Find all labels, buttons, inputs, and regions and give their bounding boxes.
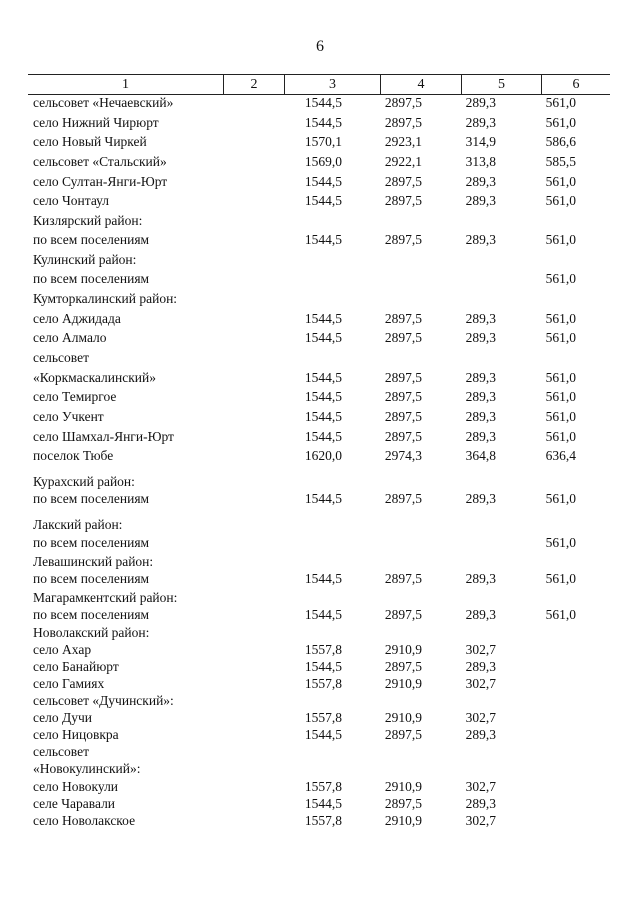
table-row (0, 606, 640, 624)
row-col-5: 289,3 (465, 389, 496, 404)
row-col-3: 1569,0 (304, 154, 342, 169)
row-col-5: 302,7 (465, 710, 496, 725)
row-col-3: 1544,5 (304, 727, 342, 742)
row-name: по всем поселениям (33, 232, 150, 247)
row-name: село Банайюрт (33, 659, 119, 674)
row-name: село Новокули (33, 779, 119, 794)
row-col-6: 561,0 (545, 174, 576, 189)
row-col-4: 2897,5 (384, 370, 422, 385)
row-col-4: 2910,9 (384, 813, 422, 828)
row-col-5: 289,3 (465, 330, 496, 345)
row-name: по всем поселениям (33, 271, 150, 286)
row-name: село Дучи (33, 710, 92, 725)
row-col-6: 561,0 (545, 311, 576, 326)
table-row (0, 709, 640, 727)
table-row (0, 624, 640, 642)
table-row (0, 173, 640, 191)
row-col-3: 1544,5 (304, 659, 342, 674)
table-row (0, 553, 640, 571)
row-col-5: 302,7 (465, 813, 496, 828)
row-col-3: 1544,5 (304, 389, 342, 404)
table-row (0, 349, 640, 367)
row-col-3: 1557,8 (304, 779, 342, 794)
row-col-6: 561,0 (545, 95, 576, 110)
header-col-3: 3 (329, 77, 336, 92)
row-col-5: 289,3 (465, 193, 496, 208)
row-col-4: 2974,3 (384, 448, 422, 463)
table-row (0, 388, 640, 406)
table-row (0, 231, 640, 249)
row-col-5: 364,8 (465, 448, 496, 463)
row-col-3: 1557,8 (304, 813, 342, 828)
row-col-4: 2897,5 (384, 330, 422, 345)
row-name: Магарамкентский район: (33, 590, 178, 605)
row-name: село Ницовкра (33, 727, 119, 742)
table-row (0, 490, 640, 508)
row-col-3: 1544,5 (304, 193, 342, 208)
row-col-4: 2923,1 (384, 134, 422, 149)
row-name: село Султан-Янги-Юрт (33, 174, 168, 189)
row-col-4: 2897,5 (384, 311, 422, 326)
row-name: село Новолакское (33, 813, 136, 828)
row-col-6: 561,0 (545, 370, 576, 385)
row-name: сельсовет «Дучинский»: (33, 693, 174, 708)
row-col-6: 561,0 (545, 429, 576, 444)
row-col-5: 289,3 (465, 115, 496, 130)
table-header (28, 74, 610, 95)
table-row (0, 778, 640, 796)
row-name: село Чонтаул (33, 193, 110, 208)
row-name: по всем поселениям (33, 571, 150, 586)
row-name: сельсовет (33, 744, 89, 759)
row-col-6: 585,5 (545, 154, 576, 169)
row-col-5: 289,3 (465, 796, 496, 811)
row-col-5: 289,3 (465, 429, 496, 444)
row-col-5: 302,7 (465, 642, 496, 657)
row-name: село Новый Чиркей (33, 134, 147, 149)
row-col-4: 2897,5 (384, 95, 422, 110)
row-col-5: 289,3 (465, 409, 496, 424)
row-col-6: 586,6 (545, 134, 576, 149)
row-name: «Новокулинский»: (33, 761, 141, 776)
table-row (0, 812, 640, 830)
row-col-4: 2910,9 (384, 710, 422, 725)
header-col-2: 2 (250, 77, 258, 92)
row-name: Лакский район: (33, 517, 123, 532)
table-row (0, 133, 640, 151)
row-col-4: 2897,5 (384, 429, 422, 444)
row-col-4: 2897,5 (384, 193, 422, 208)
row-name: село Шамхал-Янги-Юрт (33, 429, 174, 444)
row-col-5: 289,3 (465, 174, 496, 189)
row-col-6: 561,0 (545, 409, 576, 424)
table-row (0, 675, 640, 693)
row-col-4: 2910,9 (384, 779, 422, 794)
row-name: «Коркмаскалинский» (33, 370, 156, 385)
table-row (0, 310, 640, 328)
row-name: Курахский район: (33, 474, 135, 489)
row-col-6: 561,0 (545, 571, 576, 586)
row-name: по всем поселениям (33, 535, 150, 550)
row-col-6: 561,0 (545, 232, 576, 247)
row-col-3: 1570,1 (304, 134, 342, 149)
row-col-5: 289,3 (465, 232, 496, 247)
row-col-6: 561,0 (545, 607, 576, 622)
row-name: Новолакский район: (33, 625, 150, 640)
table-row (0, 251, 640, 269)
table-row (0, 760, 640, 778)
row-col-3: 1557,8 (304, 642, 342, 657)
row-col-5: 289,3 (465, 370, 496, 385)
table-row (0, 570, 640, 588)
row-col-4: 2897,5 (384, 796, 422, 811)
table-row (0, 153, 640, 171)
row-col-5: 289,3 (465, 659, 496, 674)
header-col-5: 5 (498, 77, 505, 92)
row-name: поселок Тюбе (33, 448, 114, 463)
row-col-6: 561,0 (545, 389, 576, 404)
row-col-3: 1544,5 (304, 232, 342, 247)
row-name: сельсовет «Нечаевский» (33, 95, 174, 110)
row-name: село Гамиях (33, 676, 105, 691)
row-col-4: 2897,5 (384, 571, 422, 586)
row-col-5: 314,9 (465, 134, 496, 149)
table-row (0, 641, 640, 659)
row-col-5: 289,3 (465, 491, 496, 506)
row-col-3: 1544,5 (304, 607, 342, 622)
row-name: Кумторкалинский район: (33, 291, 178, 306)
table-row (0, 795, 640, 813)
row-name: село Ахар (33, 642, 92, 657)
row-col-4: 2910,9 (384, 642, 422, 657)
row-col-3: 1544,5 (304, 95, 342, 110)
row-col-3: 1544,5 (304, 796, 342, 811)
row-col-3: 1544,5 (304, 370, 342, 385)
row-col-3: 1544,5 (304, 429, 342, 444)
row-name: Кулинский район: (33, 252, 137, 267)
table-row (0, 726, 640, 744)
row-name: село Аджидада (33, 311, 121, 326)
row-col-6: 561,0 (545, 271, 576, 286)
header-col-1: 1 (122, 77, 129, 92)
header-col-6: 6 (572, 77, 580, 92)
row-col-3: 1544,5 (304, 491, 342, 506)
row-name: по всем поселениям (33, 607, 150, 622)
row-col-3: 1544,5 (304, 409, 342, 424)
table-row (0, 192, 640, 210)
row-name: село Алмало (33, 330, 107, 345)
table-row (0, 534, 640, 552)
row-col-4: 2897,5 (384, 174, 422, 189)
row-col-3: 1544,5 (304, 330, 342, 345)
row-col-3: 1544,5 (304, 311, 342, 326)
row-name: Кизлярский район: (33, 213, 143, 228)
row-col-4: 2922,1 (384, 154, 422, 169)
row-col-3: 1557,8 (304, 710, 342, 725)
table-row (0, 94, 640, 112)
table-row (0, 428, 640, 446)
row-name: сельсовет (33, 350, 89, 365)
row-col-5: 289,3 (465, 571, 496, 586)
row-col-6: 636,4 (545, 448, 576, 463)
table-row (0, 212, 640, 230)
table-row (0, 447, 640, 465)
table-row (0, 408, 640, 426)
row-col-3: 1544,5 (304, 571, 342, 586)
row-col-6: 561,0 (545, 491, 576, 506)
table-row (0, 329, 640, 347)
table-row (0, 743, 640, 761)
table-row (0, 369, 640, 387)
row-col-5: 289,3 (465, 727, 496, 742)
page-number: 6 (316, 38, 324, 55)
row-col-3: 1557,8 (304, 676, 342, 691)
row-col-6: 561,0 (545, 535, 576, 550)
table-row (0, 589, 640, 607)
row-col-5: 302,7 (465, 779, 496, 794)
table-row (0, 270, 640, 288)
row-col-5: 313,8 (465, 154, 496, 169)
row-col-5: 289,3 (465, 607, 496, 622)
row-col-4: 2897,5 (384, 409, 422, 424)
table-row (0, 290, 640, 308)
row-col-4: 2910,9 (384, 676, 422, 691)
row-col-3: 1544,5 (304, 174, 342, 189)
row-col-3: 1544,5 (304, 115, 342, 130)
table-row (0, 473, 640, 491)
row-col-4: 2897,5 (384, 232, 422, 247)
row-col-4: 2897,5 (384, 659, 422, 674)
row-name: Левашинский район: (33, 554, 154, 569)
row-col-4: 2897,5 (384, 727, 422, 742)
row-col-5: 289,3 (465, 311, 496, 326)
row-name: село Темиргое (33, 389, 117, 404)
row-col-4: 2897,5 (384, 389, 422, 404)
row-col-4: 2897,5 (384, 491, 422, 506)
row-col-4: 2897,5 (384, 607, 422, 622)
header-col-4: 4 (417, 77, 425, 92)
row-col-4: 2897,5 (384, 115, 422, 130)
row-col-5: 302,7 (465, 676, 496, 691)
row-col-5: 289,3 (465, 95, 496, 110)
row-col-3: 1620,0 (304, 448, 342, 463)
table-row (0, 516, 640, 534)
row-col-6: 561,0 (545, 330, 576, 345)
row-col-6: 561,0 (545, 115, 576, 130)
table-row (0, 692, 640, 710)
row-name: селе Чаравали (33, 796, 116, 811)
row-name: сельсовет «Стальский» (33, 154, 167, 169)
table-row (0, 658, 640, 676)
row-name: село Учкент (33, 409, 104, 424)
table-row (0, 114, 640, 132)
row-name: село Нижний Чирюрт (33, 115, 159, 130)
row-name: по всем поселениям (33, 491, 150, 506)
row-col-6: 561,0 (545, 193, 576, 208)
